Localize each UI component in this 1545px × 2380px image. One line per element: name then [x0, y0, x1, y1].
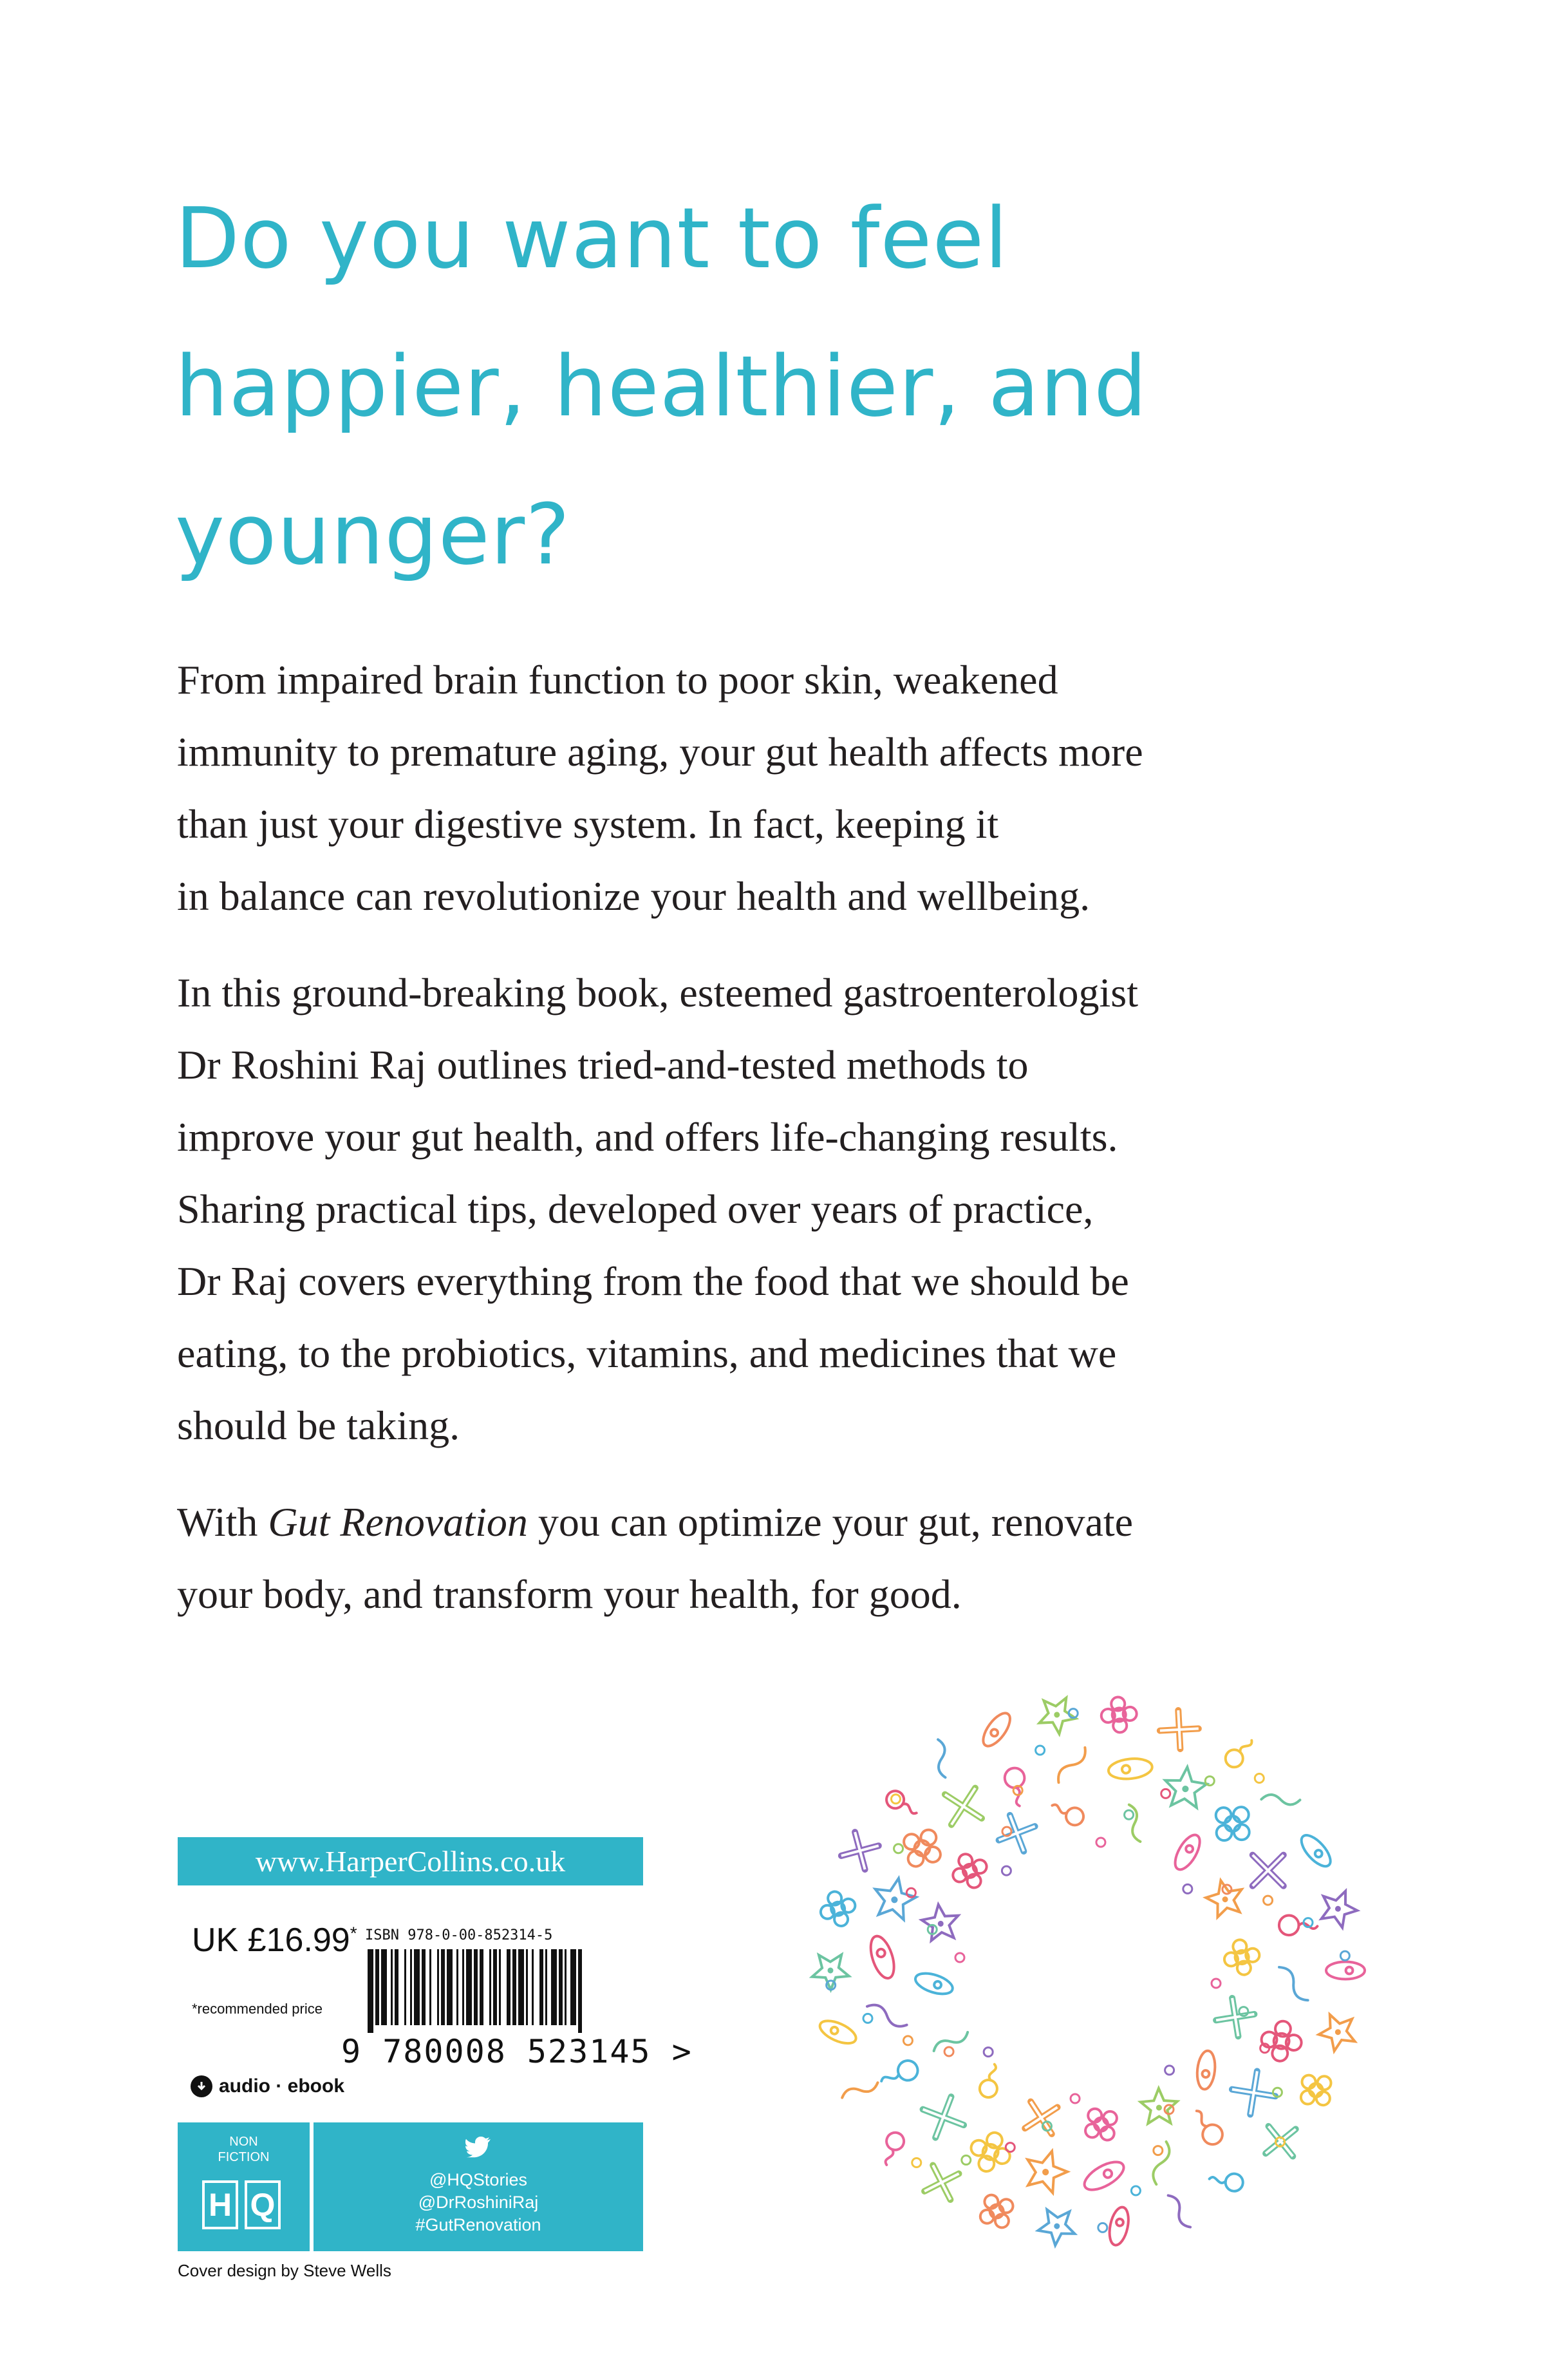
microbe-icon: [1215, 1807, 1250, 1841]
microbe-dot: [1071, 2094, 1080, 2103]
microbe-icon: [933, 1739, 950, 1779]
barcode-bar: [462, 1949, 464, 2025]
microbe-dot: [1340, 1951, 1349, 1960]
barcode-bar: [512, 1949, 516, 2025]
blurb-line: in balance can revolutionize your health and wellbeing.: [177, 873, 1091, 919]
barcode-bar: [559, 1949, 563, 2025]
blurb-line: Sharing practical tips, developed over years of practice,: [177, 1186, 1094, 1232]
microbe-icon: [1031, 2200, 1081, 2249]
barcode-bar: [447, 1949, 453, 2025]
microbe-icon: [992, 1808, 1042, 1858]
microbe-dot: [1131, 2186, 1140, 2195]
microbe-icon: [1107, 2205, 1132, 2247]
microbe-icon: [1054, 1744, 1090, 1786]
blurb-line: From impaired brain function to poor skin, weakened: [177, 657, 1058, 703]
microbe-icon: [1164, 2193, 1194, 2230]
headline: [175, 164, 1398, 609]
blurb-line: [177, 1486, 1400, 1558]
microbe-icon: [1314, 2005, 1365, 2056]
barcode-bar: [456, 1949, 458, 2025]
barcode-bar: [437, 1949, 439, 2025]
blurb-paragraph-2: [177, 957, 1400, 1462]
microbe-dot: [912, 2158, 921, 2168]
social-handle[interactable]: @DrRoshiniRaj: [418, 2193, 539, 2212]
microbe-icon: [879, 2130, 906, 2168]
blurb-line: your body, and transform your health, for good.: [177, 1571, 962, 1617]
barcode-bar: [429, 1949, 431, 2025]
microbe-dot: [1161, 1789, 1170, 1798]
formats: [191, 2075, 344, 2097]
barcode-bar: [551, 1949, 557, 2025]
microbe-dot: [1264, 1896, 1273, 1905]
barcode-bar: [368, 1949, 373, 2033]
microbe-icon: [1275, 1963, 1312, 2003]
download-icon: [191, 2075, 212, 2097]
microbe-icon: [865, 1871, 920, 1927]
barcode-bar: [391, 1949, 393, 2025]
twitter-bird-icon: [465, 2137, 491, 2158]
microbe-icon: [1237, 1840, 1299, 1902]
blurb-prefix: With: [177, 1499, 268, 1545]
barcode-bar: [395, 1949, 398, 2025]
microbe-icon: [933, 1776, 993, 1837]
blurb-paragraph-3: [177, 1486, 1400, 1630]
blurb: [177, 644, 1400, 1655]
microbe-dot: [1183, 1884, 1192, 1893]
microbe-dot: [1098, 2223, 1107, 2232]
microbe-icon: [1015, 2091, 1068, 2144]
isbn-digits: 9 780008 523145 >: [341, 2033, 693, 2070]
microbe-icon: [932, 2028, 970, 2055]
microbe-icon: [836, 1827, 883, 1874]
barcode-bar: [489, 1949, 491, 2025]
microbe-icon: [1203, 1876, 1247, 1919]
headline-line-3: younger?: [175, 486, 571, 583]
barcode: [365, 1949, 635, 2033]
microbe-dot: [1096, 1838, 1105, 1847]
barcode-bar: [518, 1949, 524, 2025]
barcode-bar: [480, 1949, 483, 2025]
microbe-icon: [915, 2157, 968, 2209]
barcode-bar: [578, 1949, 582, 2033]
microbe-dot: [891, 1795, 900, 1804]
microbe-dot: [955, 1953, 964, 1962]
microbe-icon: [919, 1899, 966, 1947]
price-value: UK £16.99: [192, 1922, 350, 1959]
microbe-dot: [984, 2048, 993, 2057]
microbe-dot: [863, 2014, 872, 2023]
microbe-dot: [903, 2036, 912, 2045]
microbe-icon: [1326, 1962, 1365, 1979]
microbe-icon: [1170, 1831, 1204, 1873]
microbe-dot: [894, 1844, 903, 1853]
microbe-icon: [1084, 2108, 1118, 2141]
blurb-line: improve your gut health, and offers life-changing results.: [177, 1114, 1118, 1160]
microbe-icon: [840, 2078, 879, 2102]
microbe-icon: [903, 1828, 942, 1868]
barcode-bar: [381, 1949, 387, 2025]
blurb-line: eating, to the probiotics, vitamins, and medicines that we: [177, 1330, 1117, 1376]
blurb-line: than just your digestive system. In fact, keeping it: [177, 801, 999, 847]
barcode-bar: [539, 1949, 543, 2025]
barcode-bar: [565, 1949, 566, 2025]
microbe-icon: [1049, 1798, 1087, 1828]
price: [192, 1921, 357, 1960]
imprint-logo: [178, 2122, 310, 2251]
microbe-icon: [806, 1948, 851, 1994]
barcode-bar: [570, 1949, 576, 2025]
microbe-dot: [962, 2155, 971, 2164]
microbe-icon: [1188, 2106, 1226, 2148]
imprint-category-line-2: FICTION: [218, 2150, 270, 2164]
microbe-icon: [978, 2062, 1003, 2099]
barcode-bar: [493, 1949, 497, 2025]
blurb-line: Dr Raj covers everything from the food that we should be: [177, 1258, 1129, 1304]
barcode-bar: [499, 1949, 501, 2025]
social-box: [314, 2122, 643, 2251]
book-title: Gut Renovation: [268, 1499, 528, 1545]
microbe-icon: [1020, 2145, 1072, 2195]
barcode-bar: [526, 1949, 528, 2025]
imprint-category-line-1: NON: [229, 2135, 258, 2149]
microbe-icon: [1208, 2170, 1244, 2192]
microbe-icon: [1259, 2018, 1305, 2064]
imprint-letters: [202, 2180, 281, 2229]
social-handle[interactable]: #GutRenovation: [415, 2215, 541, 2234]
microbe-icon: [951, 1852, 989, 1890]
imprint-category: [178, 2134, 310, 2165]
microbe-dot: [1125, 1810, 1134, 1819]
microbe-icon: [1261, 1795, 1300, 1805]
microbe-icon: [1080, 2157, 1128, 2196]
barcode-bar: [404, 1949, 406, 2025]
microbe-icon: [913, 1969, 955, 1998]
social-handle[interactable]: @HQStories: [429, 2170, 527, 2189]
microbe-icon: [915, 2089, 971, 2146]
barcode-bar: [375, 1949, 379, 2025]
microbe-icon: [1253, 2114, 1307, 2168]
microbe-icon: [1321, 1889, 1359, 1929]
isbn-label: ISBN 978-0-00-852314-5: [365, 1927, 553, 1943]
microbe-icon: [1222, 1937, 1262, 1977]
headline-line-2: happier, healthier, and: [175, 337, 1148, 435]
microbe-dot: [1212, 1979, 1221, 1988]
barcode-bar: [410, 1949, 412, 2025]
imprint-letter-q: Q: [245, 2180, 281, 2229]
microbe-icon: [979, 1709, 1015, 1750]
microbe-icon: [1297, 1831, 1335, 1871]
cover-credit: Cover design by Steve Wells: [178, 2261, 391, 2280]
microbe-wreath-illustration: [785, 1668, 1390, 2273]
microbe-icon: [1159, 1709, 1199, 1750]
microbe-dot: [1006, 2143, 1015, 2152]
barcode-bar: [414, 1949, 420, 2025]
price-mark: *: [350, 1923, 357, 1943]
blurb-line: immunity to premature aging, your gut health affects more: [177, 729, 1143, 775]
barcode-bar: [545, 1949, 547, 2025]
microbe-icon: [1213, 1995, 1257, 2039]
microbe-icon: [1135, 2084, 1185, 2135]
blurb-line: Dr Roshini Raj outlines tried-and-tested methods to: [177, 1042, 1029, 1088]
microbe-icon: [1125, 1803, 1145, 1843]
barcode-bar: [474, 1949, 478, 2025]
microbe-icon: [1222, 1734, 1258, 1771]
microbe-icon: [969, 2130, 1013, 2174]
barcode-bar: [422, 1949, 426, 2025]
microbe-dot: [1036, 1746, 1045, 1755]
barcode-bar: [466, 1949, 472, 2025]
microbe-icon: [1107, 1757, 1153, 1781]
microbe-icon: [818, 1889, 857, 1929]
microbe-icon: [1229, 2068, 1279, 2118]
microbe-icon: [878, 2057, 921, 2090]
publisher-url[interactable]: www.HarperCollins.co.uk: [255, 1845, 566, 1878]
microbe-icon: [883, 1788, 921, 1820]
microbe-dot: [1154, 2146, 1163, 2155]
headline-line-1: Do you want to feel: [175, 189, 1009, 287]
microbe-dot: [1002, 1866, 1011, 1875]
barcode-bar: [441, 1949, 445, 2025]
imprint-letter-h: H: [202, 2180, 238, 2229]
blurb-line: should be taking.: [177, 1402, 460, 1448]
microbe-icon: [979, 2193, 1015, 2229]
microbe-dot: [1255, 1773, 1264, 1782]
microbe-icon: [1099, 1694, 1139, 1735]
publisher-url-bar[interactable]: [178, 1837, 643, 1885]
price-note: *recommended price: [192, 2001, 323, 2017]
microbe-icon: [1195, 2050, 1217, 2090]
barcode-bar: [532, 1949, 534, 2025]
formats-label: audio · ebook: [219, 2075, 344, 2097]
blurb-line: In this ground-breaking book, esteemed gastroenterologist: [177, 970, 1138, 1015]
blurb-rest: you can optimize your gut, renovate: [527, 1499, 1134, 1545]
microbe-icon: [866, 1933, 899, 1981]
microbe-dot: [1165, 2066, 1174, 2075]
barcode-bar: [507, 1949, 510, 2025]
microbe-dot: [944, 2047, 953, 2056]
microbe-icon: [1300, 2075, 1331, 2106]
microbe-dot: [1205, 1777, 1214, 1786]
blurb-paragraph-1: [177, 644, 1400, 932]
social-handles: [314, 2169, 643, 2236]
microbe-icon: [817, 2016, 859, 2048]
